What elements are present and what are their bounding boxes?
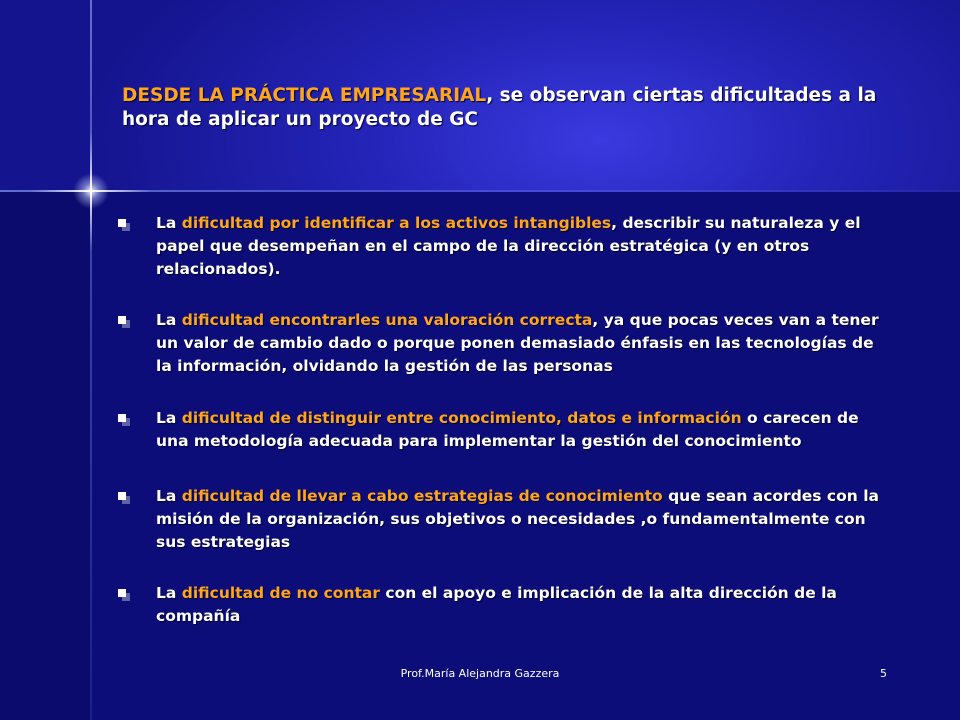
bullet-square-icon [118, 414, 126, 422]
bullet-square-icon [118, 589, 126, 597]
title-highlight: DESDE LA PRÁCTICA EMPRESARIAL [122, 85, 487, 106]
bullet-text: , ya que pocas veces van a tener un valor de cambio dado o porque ponen demasiado énfasis en las tecnologías de la información, olvidando la gestión de las personas [156, 311, 879, 375]
page-number: 5 [880, 667, 887, 680]
footer-author: Prof.María Alejandra Gazzera [400, 667, 560, 680]
bullet-lead: La [156, 584, 182, 602]
bullet-item [118, 212, 888, 309]
bullet-item [118, 485, 888, 582]
slide-title [122, 84, 902, 132]
bullet-highlight: dificultad por identificar a los activos intangibles [181, 214, 612, 232]
bullet-item [118, 407, 888, 485]
bullet-item [118, 582, 888, 628]
bullet-text: , describir su naturaleza y el papel que desempeñan en el campo de la dirección estratégica (y en otros relacionados). [156, 214, 861, 278]
bullet-highlight: dificultad de distinguir entre conocimiento, datos e información [181, 409, 742, 427]
bullet-lead: La [156, 311, 182, 329]
bullet-square-icon [118, 316, 126, 324]
bullet-highlight: dificultad de no contar [181, 584, 380, 602]
bullet-square-icon [118, 219, 126, 227]
bullet-lead: La [156, 409, 182, 427]
bullet-square-icon [118, 492, 126, 500]
bullet-highlight: dificultad encontrarles una valoración correcta [181, 311, 593, 329]
bullet-text: con el apoyo e implicación de la alta dirección de la compañía [156, 584, 837, 625]
bullet-highlight: dificultad de llevar a cabo estrategias de conocimiento [181, 487, 663, 505]
title-rest: , se observan ciertas dificultades a la hora de aplicar un proyecto de GC [122, 85, 877, 130]
bullet-list [118, 212, 888, 628]
bullet-lead: La [156, 487, 182, 505]
bullet-text: que sean acordes con la misión de la organización, sus objetivos o necesidades ,o fundamentalmente con sus estrategias [156, 487, 879, 551]
bullet-lead: La [156, 214, 182, 232]
vertical-rule [90, 0, 92, 720]
bullet-text: o carecen de una metodología adecuada para implementar la gestión del conocimiento [156, 409, 859, 450]
bullet-item [118, 309, 888, 407]
